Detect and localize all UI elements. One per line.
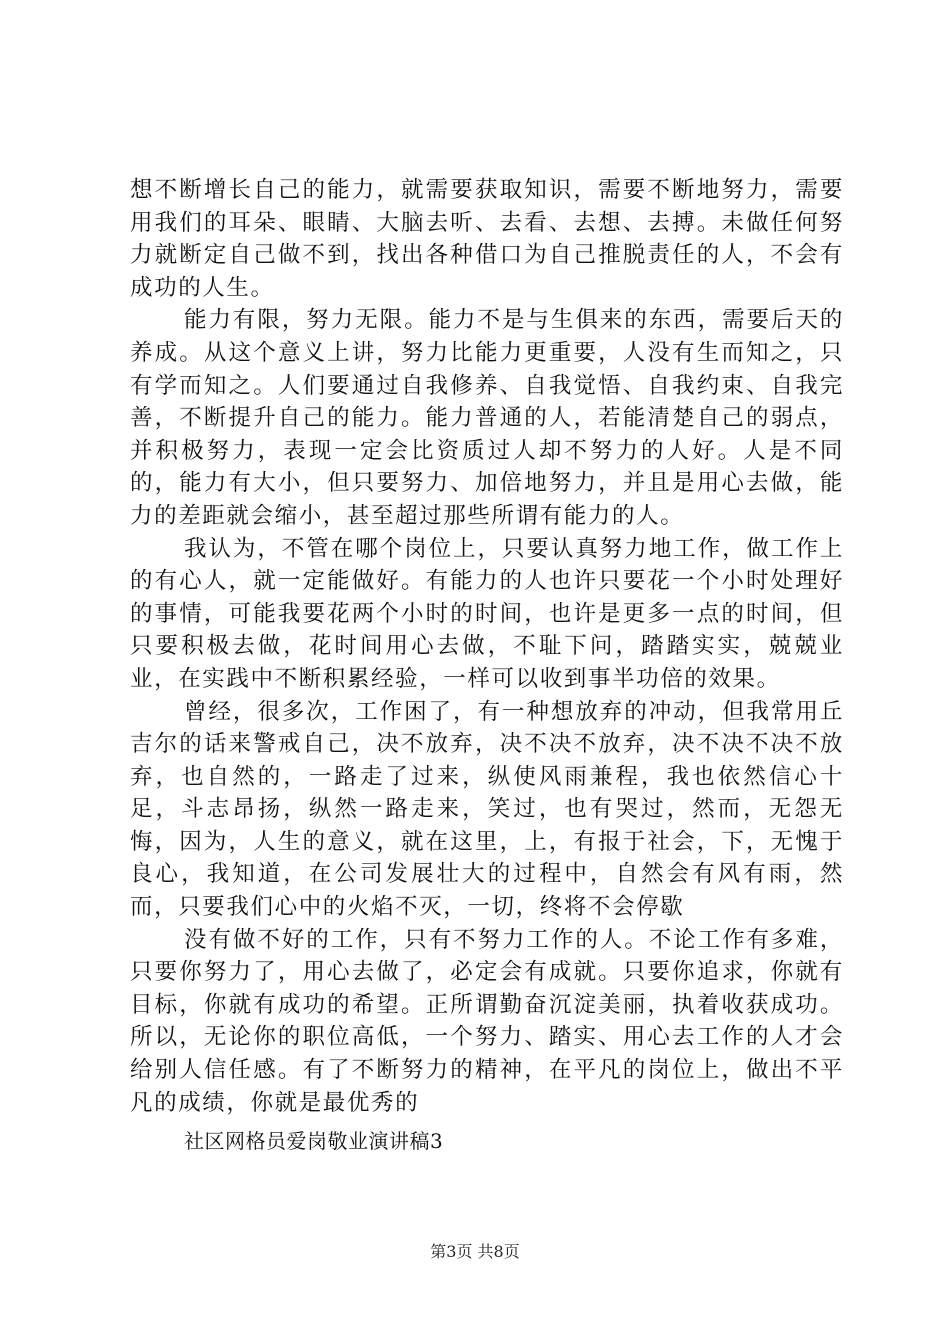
page-footer	[0, 1242, 950, 1262]
paragraph-2: 能力有限，努力无限。能力不是与生俱来的东西，需要后天的养成。从这个意义上讲，努力比能力更重要，人没有生而知之，只有学而知之。人们要通过自我修养、自我觉悟、自我约束、自我完善，不断提升自己的能力。能力普通的人，若能清楚自己的弱点，并积极努力，表现一定会比资质过人却不努力的人好。人是不同的，能力有大小，但只要努力、加倍地努力，并且是用心去做，能力的差距就会缩小，甚至超过那些所谓有能力的人。	[130, 307, 844, 529]
paragraph-4: 曾经，很多次，工作困了，有一种想放弃的冲动，但我常用丘吉尔的话来警戒自己，决不放弃，决不决不放弃，决不决不决不放弃，也自然的，一路走了过来，纵使风雨兼程，我也依然信心十足，斗志昂扬，纵然一路走来，笑过，也有哭过，然而，无怨无悔，因为，人生的意义，就在这里，上，有报于社会，下，无愧于良心，我知道，在公司发展壮大的过程中，自然会有风有雨，然而，只要我们心中的火焰不灭，一切，终将不会停歇	[130, 698, 844, 921]
paragraph-1: 想不断增长自己的能力，就需要获取知识，需要不断地努力，需要用我们的耳朵、眼睛、大脑去听、去看、去想、去搏。未做任何努力就断定自己做不到，找出各种借口为自己推脱责任的人，不会有成功的人生。	[130, 177, 844, 301]
page-number-label: 第3页 共8页	[430, 1242, 520, 1261]
section-heading: 社区网格员爱岗敬业演讲稿3	[184, 1129, 444, 1154]
paragraph-5: 没有做不好的工作，只有不努力工作的人。不论工作有多难，只要你努力了，用心去做了，必定会有成就。只要你追求，你就有目标，你就有成功的希望。正所谓勤奋沉淀美丽，执着收获成功。所以，无论你的职位高低，一个努力、踏实、用心去工作的人才会给别人信任感。有了不断努力的精神，在平凡的岗位上，做出不平凡的成绩，你就是最优秀的	[130, 926, 844, 1116]
paragraph-3: 我认为，不管在哪个岗位上，只要认真努力地工作，做工作上的有心人，就一定能做好。有能力的人也许只要花一个小时处理好的事情，可能我要花两个小时的时间，也许是更多一点的时间，但只要积极去做，花时间用心去做，不耻下问，踏踏实实，兢兢业业，在实践中不断积累经验，一样可以收到事半功倍的效果。	[130, 535, 844, 692]
document-body	[130, 174, 844, 1157]
